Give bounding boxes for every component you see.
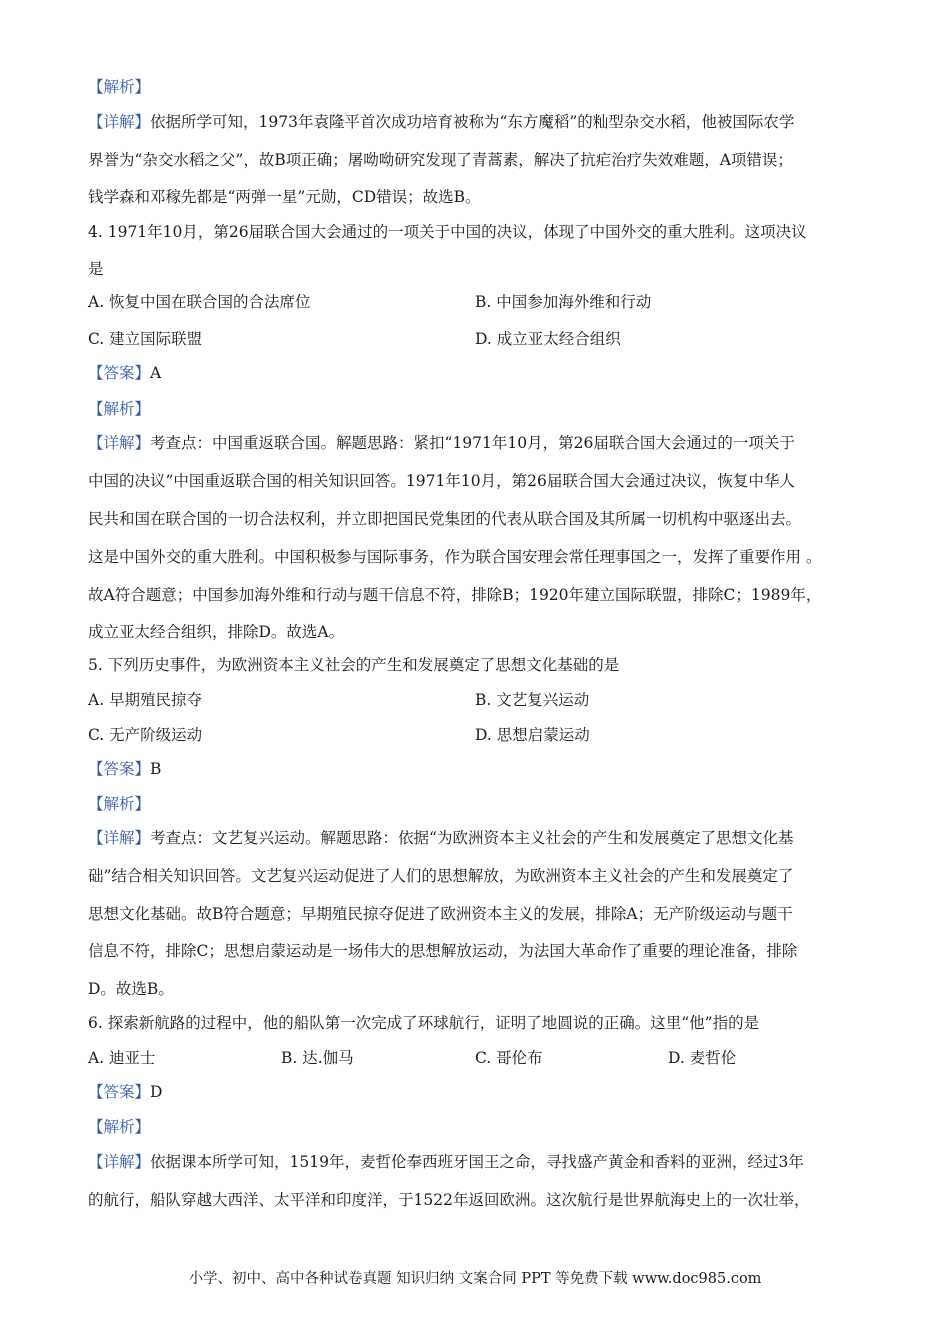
option-c: C. 无产阶级运动 (88, 726, 203, 744)
option-c: C. 建立国际联盟 (88, 330, 203, 348)
detail-line: 钱学森和邓稼先都是“两弹一星”元勋，CD错误；故选B。 (88, 188, 481, 206)
analysis-heading: 【解析】 (88, 1118, 151, 1136)
question-stem: 6. 探索新航路的过程中，他的船队第一次完成了环球航行，证明了地圆说的正确。这里“他”指的是 (88, 1014, 760, 1032)
detail-line: 的航行，船队穿越大西洋、太平洋和印度洋，于1522年返回欧洲。这次航行是世界航海史上的一次壮举， (88, 1191, 810, 1209)
detail-line: 民共和国在联合国的一切合法权利，并立即把国民党集团的代表从联合国及其所属一切机构中驱逐出去。 (88, 510, 802, 528)
answer-line: 【答案】B (88, 760, 162, 778)
option-c: C. 哥伦布 (475, 1049, 543, 1067)
detail-line: 思想文化基础。故B符合题意；早期殖民掠夺促进了欧洲资本主义的发展，排除A；无产阶级运动与题干 (88, 905, 793, 923)
answer-line: 【答案】A (88, 364, 162, 382)
detail-line: 【详解】依据课本所学可知，1519年，麦哲伦奉西班牙国王之命，寻找盛产黄金和香料的亚洲，经过3年 (88, 1153, 804, 1171)
question-stem: 是 (88, 260, 104, 278)
question-stem: 4. 1971年10月，第26届联合国大会通过的一项关于中国的决议，体现了中国外交的重大胜利。这项决议 (88, 223, 807, 241)
detail-line: 【详解】考查点：中国重返联合国。解题思路：紧扣“1971年10月，第26届联合国大会通过的一项关于 (88, 434, 795, 452)
option-b: B. 达.伽马 (281, 1049, 354, 1067)
detail-line: 【详解】考查点：文艺复兴运动。解题思路：依据“为欧洲资本主义社会的产生和发展奠定了思想文化基 (88, 829, 794, 847)
option-d: D. 思想启蒙运动 (475, 726, 590, 744)
option-b: B. 中国参加海外维和行动 (475, 293, 652, 311)
detail-line: 础”结合相关知识回答。文艺复兴运动促进了人们的思想解放，为欧洲资本主义社会的产生和发展奠定了 (88, 867, 794, 885)
analysis-heading: 【解析】 (88, 795, 151, 813)
answer-line: 【答案】D (88, 1083, 163, 1101)
option-a: A. 迪亚士 (88, 1049, 156, 1067)
detail-line: 成立亚太经合组织，排除D。故选A。 (88, 623, 345, 641)
option-a: A. 早期殖民掠夺 (88, 691, 203, 709)
question-stem: 5. 下列历史事件，为欧洲资本主义社会的产生和发展奠定了思想文化基础的是 (88, 656, 620, 674)
detail-line: 【详解】依据所学可知，1973年袁隆平首次成功培育被称为“东方魔稻”的籼型杂交水稻，他被国际农学 (88, 113, 795, 131)
detail-line: 这是中国外交的重大胜利。中国积极参与国际事务，作为联合国安理会常任理事国之一，发挥了重要作用 。 (88, 548, 822, 566)
detail-line: 中国的决议”中国重返联合国的相关知识回答。1971年10月，第26届联合国大会通过决议，恢复中华人 (88, 472, 795, 490)
detail-line: 信息不符，排除C；思想启蒙运动是一场伟大的思想解放运动，为法国大革命作了重要的理论准备，排除 (88, 942, 798, 960)
option-d: D. 麦哲伦 (668, 1049, 737, 1067)
analysis-heading: 【解析】 (88, 400, 151, 418)
option-b: B. 文艺复兴运动 (475, 691, 590, 709)
option-d: D. 成立亚太经合组织 (475, 330, 621, 348)
detail-line: 故A符合题意；中国参加海外维和行动与题干信息不符，排除B；1920年建立国际联盟，排除C；1989年， (88, 586, 822, 604)
analysis-heading: 【解析】 (88, 78, 151, 96)
detail-line: D。故选B。 (88, 980, 174, 998)
page-footer: 小学、初中、高中各种试卷真题 知识归纳 文案合同 PPT 等免费下载 www.doc985.com (188, 1271, 762, 1287)
detail-line: 界誉为“杂交水稻之父”，故B项正确；屠呦呦研究发现了青蒿素，解决了抗疟治疗失效难题，A项错误； (88, 151, 793, 169)
option-a: A. 恢复中国在联合国的合法席位 (88, 293, 311, 311)
